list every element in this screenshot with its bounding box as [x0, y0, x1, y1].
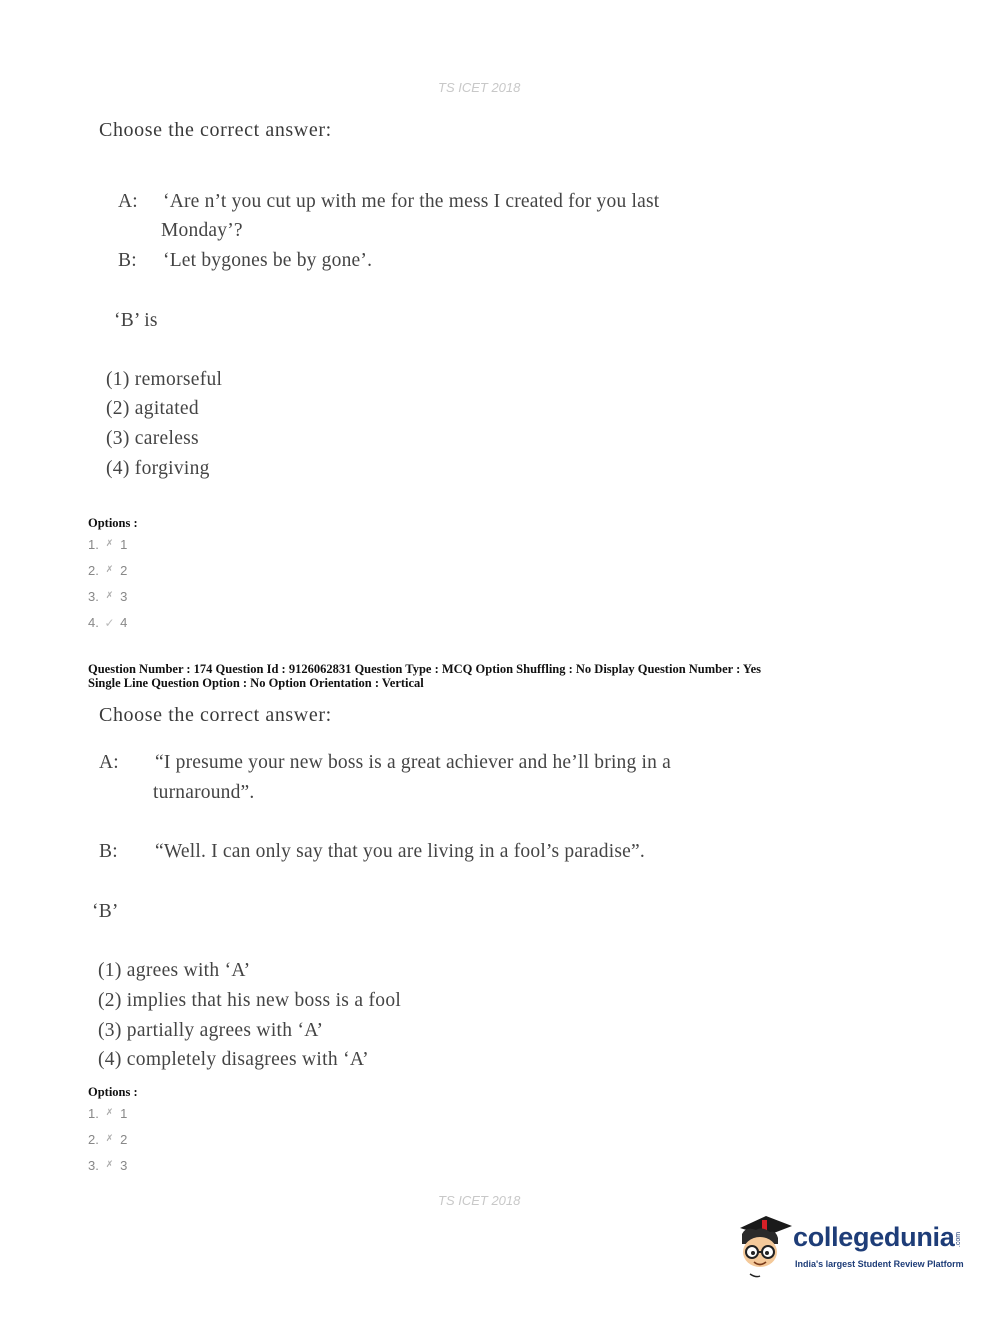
mascot-icon	[736, 1212, 792, 1282]
option-value: 3	[120, 589, 128, 604]
option-value: 3	[120, 1158, 128, 1173]
cross-icon: ✗	[105, 590, 114, 600]
choice-2: (2) implies that his new boss is a fool	[98, 990, 402, 1011]
option-value: 4	[120, 615, 128, 630]
question-heading: Choose the correct answer:	[99, 704, 332, 726]
option-row-2	[88, 563, 127, 578]
speaker-a-text-line2: turnaround”.	[153, 782, 255, 803]
choice-3: (3) partially agrees with ‘A’	[98, 1020, 324, 1041]
choice-1: (1) remorseful	[106, 369, 223, 390]
option-row-3	[88, 1158, 127, 1173]
choice-1: (1) agrees with ‘A’	[98, 960, 251, 981]
option-number: 4.	[88, 615, 99, 630]
speaker-a-text-line2: Monday’?	[161, 220, 243, 241]
cross-icon: ✗	[105, 1159, 114, 1169]
logo-domain-suffix: .com	[955, 1231, 963, 1248]
cross-icon: ✗	[105, 538, 114, 548]
speaker-a-label: A:	[118, 191, 138, 212]
options-label: Options :	[88, 1085, 138, 1099]
question-meta-line1: Question Number : 174 Question Id : 9126062831 Question Type : MCQ Option Shuffling : No Display Question Number : Yes	[88, 662, 761, 676]
choice-4: (4) forgiving	[106, 458, 210, 479]
option-value: 1	[120, 1106, 128, 1121]
option-number: 3.	[88, 589, 99, 604]
cross-icon: ✗	[105, 1133, 114, 1143]
choice-2: (2) agitated	[106, 398, 199, 419]
check-icon: ✓	[104, 616, 115, 630]
cross-icon: ✗	[105, 564, 114, 574]
question-stem: ‘B’	[92, 901, 119, 922]
option-number: 3.	[88, 1158, 99, 1173]
collegedunia-logo	[736, 1212, 966, 1282]
option-number: 2.	[88, 1132, 99, 1147]
speaker-b-label: B:	[99, 841, 118, 862]
question-stem: ‘B’ is	[114, 310, 158, 331]
speaker-a-label: A:	[99, 752, 119, 773]
speaker-a-text-line1: “I presume your new boss is a great achiever and he’ll bring in a	[155, 752, 672, 773]
choice-3: (3) careless	[106, 428, 199, 449]
option-number: 2.	[88, 563, 99, 578]
watermark-top: TS ICET 2018	[438, 80, 521, 95]
option-row-2	[88, 1132, 127, 1147]
question-heading: Choose the correct answer:	[99, 119, 332, 141]
options-label: Options :	[88, 516, 138, 530]
option-row-1	[88, 537, 127, 552]
choice-4: (4) completely disagrees with ‘A’	[98, 1049, 369, 1070]
option-row-1	[88, 1106, 127, 1121]
option-value: 2	[120, 1132, 128, 1147]
option-row-4	[88, 615, 127, 630]
speaker-b-label: B:	[118, 250, 137, 271]
option-value: 2	[120, 563, 128, 578]
option-row-3	[88, 589, 127, 604]
option-number: 1.	[88, 537, 99, 552]
speaker-a-text-line1: ‘Are n’t you cut up with me for the mess I created for you last	[163, 191, 660, 212]
speaker-b-text: ‘Let bygones be by gone’.	[163, 250, 373, 271]
cross-icon: ✗	[105, 1107, 114, 1117]
option-value: 1	[120, 537, 128, 552]
logo-wordmark: collegedunia	[793, 1222, 955, 1252]
watermark-bottom: TS ICET 2018	[438, 1193, 521, 1208]
logo-tagline: India's largest Student Review Platform	[795, 1259, 964, 1269]
question-meta-line2: Single Line Question Option : No Option Orientation : Vertical	[88, 676, 424, 690]
speaker-b-text: “Well. I can only say that you are living in a fool’s paradise”.	[155, 841, 645, 862]
option-number: 1.	[88, 1106, 99, 1121]
